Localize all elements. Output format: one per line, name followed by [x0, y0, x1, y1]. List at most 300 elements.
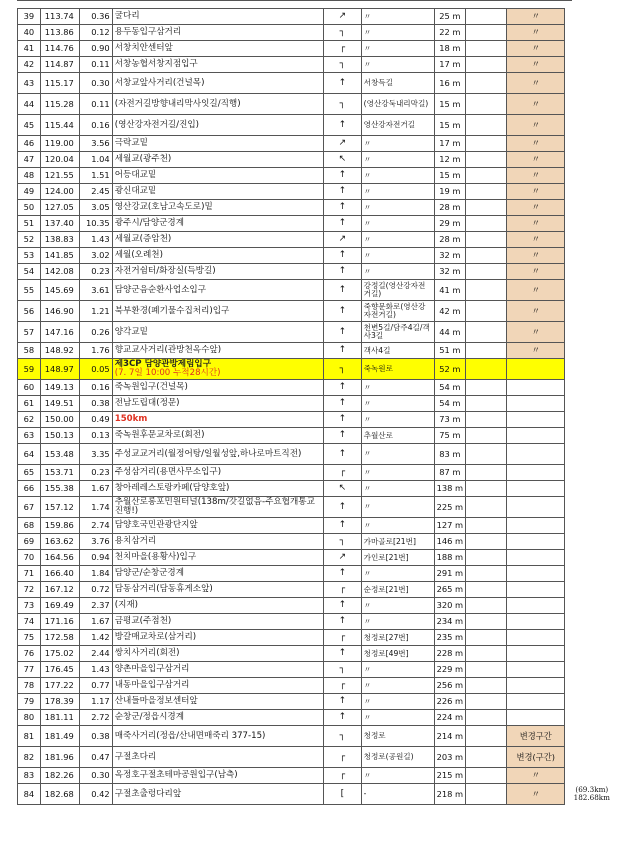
row-cumulative: 113.74	[40, 9, 79, 25]
row-no: 53	[18, 248, 41, 264]
row-note	[507, 550, 565, 566]
row-waypoint: 광주시/담양군경계	[112, 216, 323, 232]
table-row	[18, 25, 619, 41]
row-side	[565, 412, 619, 428]
row-blank	[466, 216, 507, 232]
row-altitude: 29 m	[434, 216, 466, 232]
row-side	[565, 630, 619, 646]
row-blank	[466, 710, 507, 726]
row-blank	[466, 768, 507, 784]
row-blank	[466, 678, 507, 694]
row-waypoint: 담동삼거리(담동휴게소앞)	[112, 582, 323, 598]
row-cumulative: 150.13	[40, 428, 79, 444]
row-direction-icon: ↑	[324, 248, 362, 264]
row-road: 〃	[361, 380, 434, 396]
row-no: 57	[18, 322, 41, 343]
row-blank	[466, 598, 507, 614]
cp-side	[565, 359, 619, 380]
row-altitude: 12 m	[434, 152, 466, 168]
row-blank	[466, 582, 507, 598]
row-road: 〃	[361, 396, 434, 412]
row-no: 81	[18, 726, 41, 747]
cp-cum: 148.97	[40, 359, 79, 380]
row-blank	[466, 465, 507, 481]
row-cumulative: 169.49	[40, 598, 79, 614]
row-no: 64	[18, 444, 41, 465]
row-altitude: 265 m	[434, 582, 466, 598]
row-road: 〃	[361, 412, 434, 428]
row-distance: 1.43	[79, 232, 112, 248]
row-no: 83	[18, 768, 41, 784]
row-cumulative: 147.16	[40, 322, 79, 343]
row-cumulative: 153.71	[40, 465, 79, 481]
row-altitude: 19 m	[434, 184, 466, 200]
row-cumulative: 164.56	[40, 550, 79, 566]
row-note: 〃	[507, 9, 565, 25]
row-waypoint: 향교교사거리(관방천옥수앞)	[112, 343, 323, 359]
row-cumulative: 120.04	[40, 152, 79, 168]
row-altitude: 17 m	[434, 136, 466, 152]
row-no: 66	[18, 481, 41, 497]
table-row	[18, 94, 619, 115]
row-waypoint: 극락교밑	[112, 136, 323, 152]
row-altitude: 54 m	[434, 380, 466, 396]
row-direction-icon: ↑	[324, 497, 362, 518]
row-waypoint: 주성삼거리(용면사무소입구)	[112, 465, 323, 481]
cp-subtitle: (7. 7일 10:00 누적28시간)	[114, 368, 221, 378]
row-waypoint: 천치마을(용황사)입구	[112, 550, 323, 566]
row-road: 〃	[361, 248, 434, 264]
row-note: 변경(구간)	[507, 747, 565, 768]
row-distance: 0.38	[79, 396, 112, 412]
row-note: 〃	[507, 280, 565, 301]
row-blank	[466, 136, 507, 152]
table-row	[18, 768, 619, 784]
row-altitude: 15 m	[434, 115, 466, 136]
row-side	[565, 497, 619, 518]
row-distance: 0.47	[79, 747, 112, 768]
row-distance: 3.02	[79, 248, 112, 264]
row-cumulative: 145.69	[40, 280, 79, 301]
row-waypoint: 양촌마을입구삼거리	[112, 662, 323, 678]
row-no: 58	[18, 343, 41, 359]
route-table	[17, 8, 619, 805]
row-no: 69	[18, 534, 41, 550]
table-row	[18, 481, 619, 497]
row-no: 73	[18, 598, 41, 614]
row-cumulative: 172.58	[40, 630, 79, 646]
row-cumulative: 138.83	[40, 232, 79, 248]
row-side	[565, 518, 619, 534]
row-waypoint: 자전거쉼터/화장실(득방길)	[112, 264, 323, 280]
row-altitude: 18 m	[434, 41, 466, 57]
row-road: 〃	[361, 444, 434, 465]
row-side	[565, 694, 619, 710]
row-altitude: 203 m	[434, 747, 466, 768]
row-direction-icon: ↑	[324, 280, 362, 301]
row-note	[507, 518, 565, 534]
row-altitude: 32 m	[434, 264, 466, 280]
table-row	[18, 396, 619, 412]
row-direction-icon: ┌	[324, 768, 362, 784]
row-waypoint: 어등대교밑	[112, 168, 323, 184]
row-distance: 3.56	[79, 136, 112, 152]
row-blank	[466, 694, 507, 710]
row-altitude: 73 m	[434, 412, 466, 428]
row-distance: 0.94	[79, 550, 112, 566]
table-row	[18, 428, 619, 444]
row-cumulative: 159.86	[40, 518, 79, 534]
row-blank	[466, 248, 507, 264]
row-no: 45	[18, 115, 41, 136]
table-row	[18, 497, 619, 518]
row-distance: 3.61	[79, 280, 112, 301]
row-road: 천변5길/담주4길/객사3길	[361, 322, 434, 343]
row-side	[565, 428, 619, 444]
row-no: 78	[18, 678, 41, 694]
row-altitude: 42 m	[434, 301, 466, 322]
row-road: 〃	[361, 25, 434, 41]
checkpoint-row	[18, 359, 619, 380]
table-row	[18, 710, 619, 726]
row-road: 〃	[361, 168, 434, 184]
row-note: 〃	[507, 264, 565, 280]
row-road: 〃	[361, 694, 434, 710]
row-waypoint: 굴다리	[112, 9, 323, 25]
table-row	[18, 184, 619, 200]
row-direction-icon: ↗	[324, 136, 362, 152]
row-waypoint: 금평교(주점천)	[112, 614, 323, 630]
row-cumulative: 124.00	[40, 184, 79, 200]
row-direction-icon: ┐	[324, 662, 362, 678]
row-altitude: 146 m	[434, 534, 466, 550]
row-distance: 1.17	[79, 694, 112, 710]
row-no: 54	[18, 264, 41, 280]
cp-area: 52 m	[434, 359, 466, 380]
row-direction-icon: ↑	[324, 428, 362, 444]
row-cumulative: 127.05	[40, 200, 79, 216]
row-direction-icon: ↑	[324, 444, 362, 465]
row-waypoint: 광신대교밑	[112, 184, 323, 200]
row-cumulative: 149.51	[40, 396, 79, 412]
row-side	[565, 598, 619, 614]
row-road: 〃	[361, 200, 434, 216]
row-no: 60	[18, 380, 41, 396]
row-side	[565, 614, 619, 630]
row-direction-icon: ↖	[324, 481, 362, 497]
row-road: 가마골로[21번]	[361, 534, 434, 550]
row-road: 〃	[361, 662, 434, 678]
row-distance: 1.74	[79, 497, 112, 518]
row-side	[565, 184, 619, 200]
row-road: 청정로(공원길)	[361, 747, 434, 768]
row-waypoint: (영산강자전거길/진입)	[112, 115, 323, 136]
row-cumulative: 141.85	[40, 248, 79, 264]
row-waypoint: 추월산로롱포민원터널(138m/갓길없음-주요협개통교진행!)	[112, 497, 323, 518]
row-distance: 1.43	[79, 662, 112, 678]
row-road: 〃	[361, 216, 434, 232]
row-cumulative: 155.38	[40, 481, 79, 497]
row-waypoint: 구절초다리	[112, 747, 323, 768]
row-altitude: 256 m	[434, 678, 466, 694]
row-altitude: 15 m	[434, 168, 466, 184]
row-cumulative: 142.08	[40, 264, 79, 280]
row-waypoint: 영산강교(호남고속도로)밑	[112, 200, 323, 216]
row-direction-icon: ↑	[324, 115, 362, 136]
row-no: 55	[18, 280, 41, 301]
row-cumulative: 115.28	[40, 94, 79, 115]
row-road: 〃	[361, 614, 434, 630]
row-waypoint: 용두동입구삼거리	[112, 25, 323, 41]
row-note	[507, 396, 565, 412]
row-side	[565, 710, 619, 726]
row-no: 47	[18, 152, 41, 168]
row-no: 42	[18, 57, 41, 73]
row-cumulative: 178.39	[40, 694, 79, 710]
row-distance: 0.23	[79, 465, 112, 481]
row-note	[507, 694, 565, 710]
row-cumulative: 121.55	[40, 168, 79, 184]
row-road: 추월산로	[361, 428, 434, 444]
table-row	[18, 152, 619, 168]
row-cumulative: 176.45	[40, 662, 79, 678]
row-blank	[466, 481, 507, 497]
row-road: 죽향문화로(영산강자전거길)	[361, 301, 434, 322]
cp-note	[507, 359, 565, 380]
row-altitude: 320 m	[434, 598, 466, 614]
row-blank	[466, 396, 507, 412]
row-blank	[466, 73, 507, 94]
table-row	[18, 264, 619, 280]
row-direction-icon: ↑	[324, 322, 362, 343]
cp-road: 죽녹원로	[361, 359, 434, 380]
table-row	[18, 694, 619, 710]
row-waypoint: 세월(오례천)	[112, 248, 323, 264]
row-waypoint: 산내들마을정보센터앞	[112, 694, 323, 710]
cp-dist: 0.05	[79, 359, 112, 380]
row-no: 77	[18, 662, 41, 678]
row-waypoint: (자전거길방향내리막사잇길/직행)	[112, 94, 323, 115]
row-distance: 1.67	[79, 481, 112, 497]
row-note: 〃	[507, 115, 565, 136]
row-direction-icon: ↑	[324, 412, 362, 428]
row-waypoint: 내동마을입구삼거리	[112, 678, 323, 694]
row-distance: 0.23	[79, 264, 112, 280]
row-distance: 2.44	[79, 646, 112, 662]
row-direction-icon: ↑	[324, 168, 362, 184]
row-altitude: 15 m	[434, 94, 466, 115]
row-note	[507, 534, 565, 550]
row-distance: 0.13	[79, 428, 112, 444]
row-side	[565, 73, 619, 94]
row-side	[565, 57, 619, 73]
row-cumulative: 115.17	[40, 73, 79, 94]
cp-title: 제3CP 담양관방제림입구	[114, 359, 212, 369]
row-waypoint: 세월교(광주천)	[112, 152, 323, 168]
row-side	[565, 550, 619, 566]
row-waypoint: 세월교(증암천)	[112, 232, 323, 248]
table-row	[18, 630, 619, 646]
row-side	[565, 465, 619, 481]
row-no: 49	[18, 184, 41, 200]
row-no: 75	[18, 630, 41, 646]
row-blank	[466, 9, 507, 25]
table-row	[18, 678, 619, 694]
row-road: 서창득길	[361, 73, 434, 94]
row-waypoint: 서창교앞사거리(건널목)	[112, 73, 323, 94]
row-direction-icon: ↑	[324, 200, 362, 216]
row-waypoint: 담양군음순환사업소입구	[112, 280, 323, 301]
row-no: 52	[18, 232, 41, 248]
row-distance: 3.76	[79, 534, 112, 550]
row-direction-icon: ↑	[324, 694, 362, 710]
row-waypoint: 옥정호구절초테마공원입구(남측)	[112, 768, 323, 784]
table-row	[18, 550, 619, 566]
row-blank	[466, 630, 507, 646]
row-blank	[466, 550, 507, 566]
row-road: 청정로[27번]	[361, 630, 434, 646]
row-cumulative: 181.11	[40, 710, 79, 726]
table-row	[18, 343, 619, 359]
row-blank	[466, 25, 507, 41]
row-note: 〃	[507, 248, 565, 264]
table-row	[18, 582, 619, 598]
row-distance: 2.74	[79, 518, 112, 534]
row-note: 〃	[507, 301, 565, 322]
row-altitude: 44 m	[434, 322, 466, 343]
row-no: 63	[18, 428, 41, 444]
row-road: 〃	[361, 598, 434, 614]
row-blank	[466, 784, 507, 805]
row-waypoint: 죽녹원입구(건널목)	[112, 380, 323, 396]
row-cumulative: 146.90	[40, 301, 79, 322]
row-note: 〃	[507, 232, 565, 248]
row-direction-icon: ↑	[324, 396, 362, 412]
row-altitude: 214 m	[434, 726, 466, 747]
row-cumulative: 149.13	[40, 380, 79, 396]
row-altitude: 17 m	[434, 57, 466, 73]
row-cumulative: 181.49	[40, 726, 79, 747]
row-cumulative: 137.40	[40, 216, 79, 232]
row-note	[507, 566, 565, 582]
row-no: 43	[18, 73, 41, 94]
row-waypoint: 구절초출렁다리앞	[112, 784, 323, 805]
table-row	[18, 73, 619, 94]
row-side	[565, 322, 619, 343]
row-blank	[466, 662, 507, 678]
table-row	[18, 784, 619, 805]
row-cumulative: 175.02	[40, 646, 79, 662]
table-row	[18, 518, 619, 534]
row-distance: 3.35	[79, 444, 112, 465]
row-altitude: 16 m	[434, 73, 466, 94]
row-altitude: 32 m	[434, 248, 466, 264]
row-no: 82	[18, 747, 41, 768]
row-note: 〃	[507, 73, 565, 94]
table-row	[18, 380, 619, 396]
row-note: 〃	[507, 322, 565, 343]
row-waypoint: 150km	[112, 412, 323, 428]
row-direction-icon: ┐	[324, 57, 362, 73]
row-distance: 0.12	[79, 25, 112, 41]
row-distance: 1.21	[79, 301, 112, 322]
row-altitude: 54 m	[434, 396, 466, 412]
row-road: 영산강자전거길	[361, 115, 434, 136]
row-road: 〃	[361, 152, 434, 168]
row-direction-icon: ┌	[324, 678, 362, 694]
row-blank	[466, 168, 507, 184]
row-distance: 1.67	[79, 614, 112, 630]
row-side	[565, 343, 619, 359]
row-altitude: 127 m	[434, 518, 466, 534]
row-waypoint: 순창군/정읍시경계	[112, 710, 323, 726]
row-waypoint: (지재)	[112, 598, 323, 614]
row-road: 청정로	[361, 726, 434, 747]
row-altitude: 188 m	[434, 550, 466, 566]
row-distance: 0.90	[79, 41, 112, 57]
row-road: 〃	[361, 57, 434, 73]
row-blank	[466, 280, 507, 301]
row-cumulative: 167.12	[40, 582, 79, 598]
row-waypoint: 죽녹원후문교차로(회전)	[112, 428, 323, 444]
row-altitude: 291 m	[434, 566, 466, 582]
row-note	[507, 630, 565, 646]
row-direction-icon: ↗	[324, 9, 362, 25]
row-road: 〃	[361, 481, 434, 497]
row-no: 76	[18, 646, 41, 662]
row-note	[507, 444, 565, 465]
row-direction-icon: ↑	[324, 301, 362, 322]
row-cumulative: 114.87	[40, 57, 79, 73]
row-altitude: 28 m	[434, 200, 466, 216]
table-row	[18, 726, 619, 747]
row-side	[565, 280, 619, 301]
row-road: 〃	[361, 768, 434, 784]
row-road: 〃	[361, 9, 434, 25]
row-no: 40	[18, 25, 41, 41]
row-note	[507, 481, 565, 497]
row-direction-icon: ┌	[324, 630, 362, 646]
row-cumulative: 148.92	[40, 343, 79, 359]
row-side	[565, 726, 619, 747]
row-note	[507, 662, 565, 678]
row-side	[565, 232, 619, 248]
row-note: 〃	[507, 200, 565, 216]
row-distance: 0.30	[79, 768, 112, 784]
row-direction-icon: ↑	[324, 216, 362, 232]
row-no: 56	[18, 301, 41, 322]
row-distance: 0.42	[79, 784, 112, 805]
table-row	[18, 301, 619, 322]
row-cumulative: 163.62	[40, 534, 79, 550]
row-road: 순정로[21번]	[361, 582, 434, 598]
row-blank	[466, 534, 507, 550]
row-distance: 0.30	[79, 73, 112, 94]
row-side	[565, 534, 619, 550]
row-no: 44	[18, 94, 41, 115]
row-side	[565, 9, 619, 25]
row-direction-icon: ┐	[324, 726, 362, 747]
cp-area-unit	[466, 359, 507, 380]
row-road: 〃	[361, 710, 434, 726]
row-side	[565, 582, 619, 598]
table-row	[18, 747, 619, 768]
row-note: 〃	[507, 768, 565, 784]
row-altitude: 41 m	[434, 280, 466, 301]
row-distance: 2.72	[79, 710, 112, 726]
row-distance: 0.72	[79, 582, 112, 598]
row-direction-icon: ↗	[324, 550, 362, 566]
